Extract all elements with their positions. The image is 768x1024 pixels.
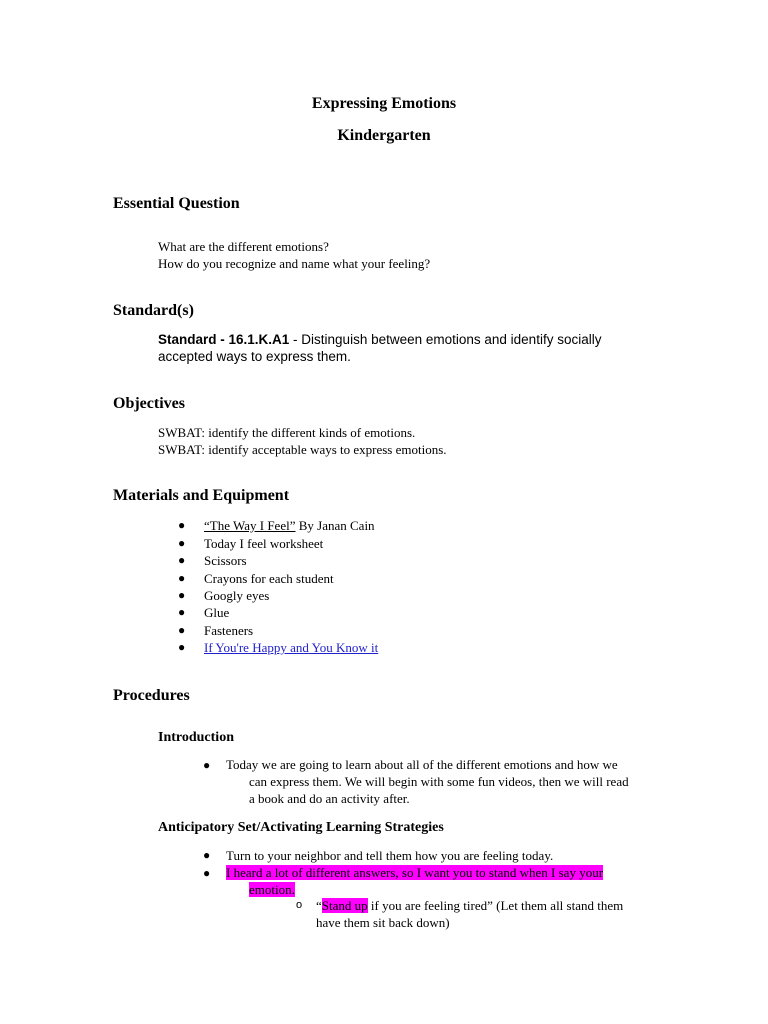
essential-question-line: How do you recognize and name what your feeling? <box>158 256 431 271</box>
bullet-icon: ● <box>178 640 186 654</box>
bullet-icon: ● <box>178 536 186 550</box>
anticipatory-bullet-highlighted <box>226 864 603 881</box>
hollow-bullet-icon: o <box>296 899 303 911</box>
document-title: Expressing Emotions <box>311 95 457 112</box>
essential-question-line: What are the different emotions? <box>158 239 329 254</box>
bullet-icon: ● <box>203 848 211 862</box>
objective-item: SWBAT: identify the different kinds of emotions. <box>158 425 416 440</box>
standard-line <box>158 331 601 349</box>
bullet-icon: ● <box>178 518 186 532</box>
sub-bullet-continued: have them sit back down) <box>316 915 450 930</box>
bullet-icon: ● <box>178 571 186 585</box>
standard-code: Standard - 16.1.K.A1 <box>158 332 290 347</box>
bullet-icon: ● <box>203 758 211 772</box>
standards-heading: Standard(s) <box>113 302 194 319</box>
sub-bullet-text: if you are feeling tired” (Let them all stand them <box>367 898 624 913</box>
introduction-heading: Introduction <box>158 730 234 745</box>
song-link[interactable]: If You're Happy and You Know it <box>204 640 379 655</box>
book-author: By Janan Cain <box>295 518 375 533</box>
open-quote: “ <box>316 898 322 913</box>
introduction-text-continued: can express them. We will begin with some fun videos, then we will read <box>249 774 629 789</box>
essential-question-heading: Essential Question <box>113 195 240 212</box>
materials-heading: Materials and Equipment <box>113 487 290 504</box>
material-item: Fasteners <box>204 623 254 638</box>
bullet-icon: ● <box>203 866 211 880</box>
document-subtitle: Kindergarten <box>337 127 431 144</box>
material-item: Scissors <box>204 553 247 568</box>
anticipatory-bullet: Turn to your neighbor and tell them how you are feeling today. <box>226 848 554 863</box>
bullet-icon: ● <box>178 623 186 637</box>
introduction-text: Today we are going to learn about all of the different emotions and how we <box>226 757 618 772</box>
introduction-text-continued: a book and do an activity after. <box>249 791 410 806</box>
sub-bullet <box>316 897 623 914</box>
anticipatory-bullet-highlighted-continued <box>249 881 295 898</box>
book-title: “The Way I Feel” <box>204 518 296 533</box>
material-item: Googly eyes <box>204 588 270 603</box>
material-item <box>204 517 375 534</box>
material-item: Today I feel worksheet <box>204 536 324 551</box>
objectives-heading: Objectives <box>113 395 185 412</box>
anticipatory-heading: Anticipatory Set/Activating Learning Strategies <box>158 820 444 835</box>
bullet-icon: ● <box>178 553 186 567</box>
procedures-heading: Procedures <box>113 687 190 704</box>
bullet-icon: ● <box>178 588 186 602</box>
standard-description: - Distinguish between emotions and identify socially <box>289 332 602 347</box>
highlighted-text: I heard a lot of different answers, so I want you to stand when I say your <box>226 865 604 880</box>
highlighted-text: emotion. <box>249 882 295 897</box>
bullet-icon: ● <box>178 605 186 619</box>
standard-description-continued: accepted ways to express them. <box>158 349 351 364</box>
material-item: Glue <box>204 605 230 620</box>
highlighted-text: Stand up <box>321 898 368 913</box>
material-item: Crayons for each student <box>204 571 334 586</box>
objective-item: SWBAT: identify acceptable ways to express emotions. <box>158 442 447 457</box>
